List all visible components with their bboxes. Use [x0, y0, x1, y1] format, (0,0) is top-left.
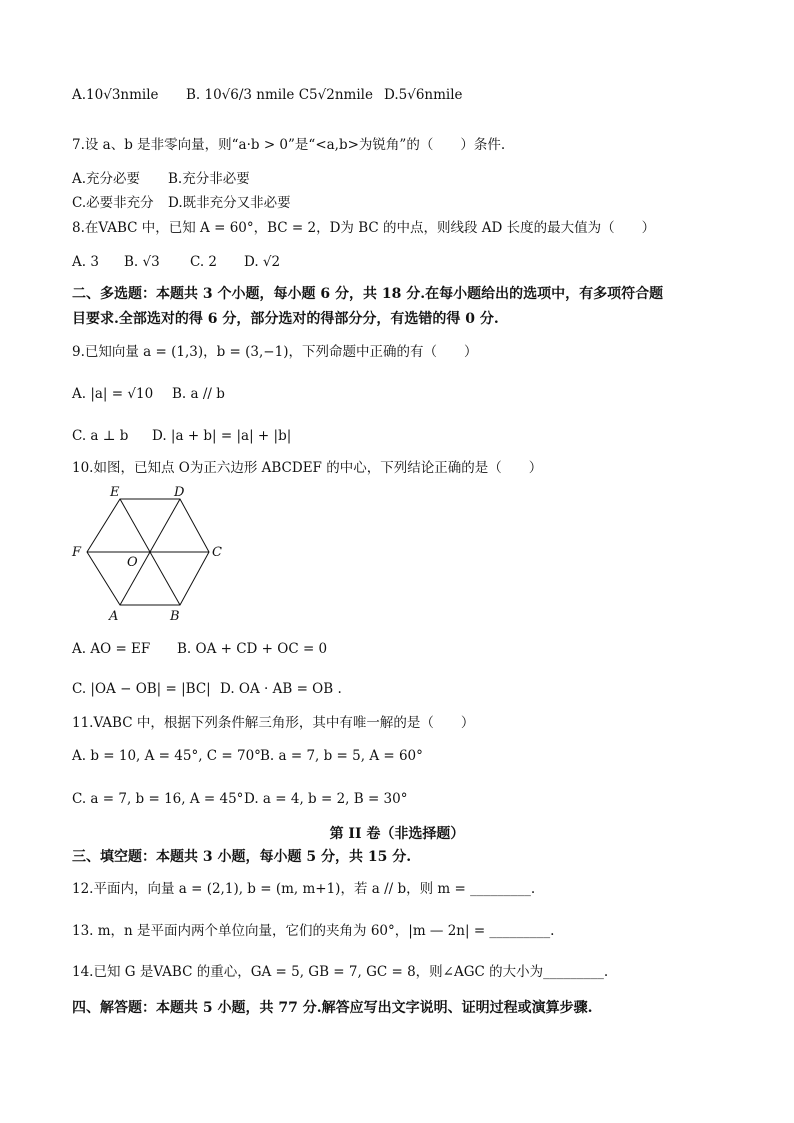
vertex-label-c: C — [212, 545, 222, 560]
question-14: 14.已知 G 是VABC 的重心，GA = 5, GB = 7, GC = 8，则∠AGC 的大小为_________. — [72, 964, 609, 980]
section-3-heading: 三、填空题：本题共 3 小题，每小题 5 分，共 15 分. — [72, 849, 412, 865]
q10-option-b: B. OA + CD + OC = 0 — [177, 641, 328, 657]
center-label-o: O — [127, 555, 138, 570]
q6-option-b-c: B. 10√6/3 nmile C5√2nmile — [186, 87, 373, 103]
q9-option-b: B. a // b — [172, 386, 225, 402]
vertex-label-d: D — [174, 485, 185, 500]
q11-option-a: A. b = 10, A = 45°, C = 70° — [72, 748, 261, 764]
q9-option-d: D. |a + b| = |a| + |b| — [152, 428, 292, 444]
q11-option-d: D. a = 4, b = 2, B = 30° — [244, 791, 408, 807]
vertex-label-b: B — [170, 609, 180, 624]
q7-option-b: B.充分非必要 — [168, 171, 250, 187]
section-2-heading-cont: 目要求.全部选对的得 6 分，部分选对的得部分分，有选错的得 0 分. — [72, 311, 499, 327]
section-4-heading: 四、解答题：本题共 5 小题，共 77 分.解答应写出文字说明、证明过程或演算步骤. — [72, 1000, 593, 1016]
q6-option-d: D.5√6nmile — [384, 87, 463, 103]
hexagon-figure — [66, 482, 236, 627]
vertex-label-e: E — [110, 485, 120, 500]
vertex-label-a: A — [109, 609, 119, 624]
question-13: 13. m，n 是平面内两个单位向量，它们的夹角为 60°，|m — 2n| = _________. — [72, 923, 555, 939]
section-2-heading: 二、多选题：本题共 3 个小题，每小题 6 分，共 18 分.在每小题给出的选项中，有多项符合题 — [72, 286, 664, 302]
vertex-label-f: F — [72, 545, 82, 560]
q11-option-b: B. a = 7, b = 5, A = 60° — [260, 748, 423, 764]
q7-option-c: C.必要非充分 — [72, 195, 154, 211]
question-10: 10.如图，已知点 O为正六边形 ABCDEF 的中心，下列结论正确的是（ ） — [72, 460, 543, 476]
q8-option-a: A. 3 — [72, 254, 99, 270]
q6-option-a: A.10√3nmile — [72, 87, 159, 103]
q11-option-c: C. a = 7, b = 16, A = 45° — [72, 791, 244, 807]
q10-option-a: A. AO = EF — [72, 641, 151, 657]
q10-option-d: D. OA · AB = OB . — [220, 681, 342, 697]
q7-option-a: A.充分必要 — [72, 171, 141, 187]
q7-option-d: D.既非充分又非必要 — [168, 195, 291, 211]
q8-option-b: B. √3 — [124, 254, 160, 270]
question-12: 12.平面内，向量 a = (2,1), b = (m, m+1)，若 a // b，则 m = _________. — [72, 881, 536, 897]
q9-option-c: C. a ⊥ b — [72, 428, 129, 444]
part-2-title: 第 II 卷（非选择题） — [329, 826, 465, 842]
question-11: 11.VABC 中，根据下列条件解三角形，其中有唯一解的是（ ） — [72, 715, 475, 731]
q8-option-c: C. 2 — [190, 254, 218, 270]
q9-option-a: A. |a| = √10 — [72, 386, 154, 402]
q10-option-c: C. |OA − OB| = |BC| — [72, 681, 211, 697]
q8-option-d: D. √2 — [244, 254, 281, 270]
question-7: 7.设 a、b 是非零向量，则“a·b > 0”是“<a,b>为锐角”的（ ）条件. — [72, 137, 506, 153]
question-8: 8.在VABC 中，已知 A = 60°，BC = 2，D为 BC 的中点，则线段 AD 长度的最大值为（ ） — [72, 220, 656, 236]
question-9: 9.已知向量 a = (1,3)，b = (3,−1)，下列命题中正确的有（ ） — [72, 344, 478, 360]
